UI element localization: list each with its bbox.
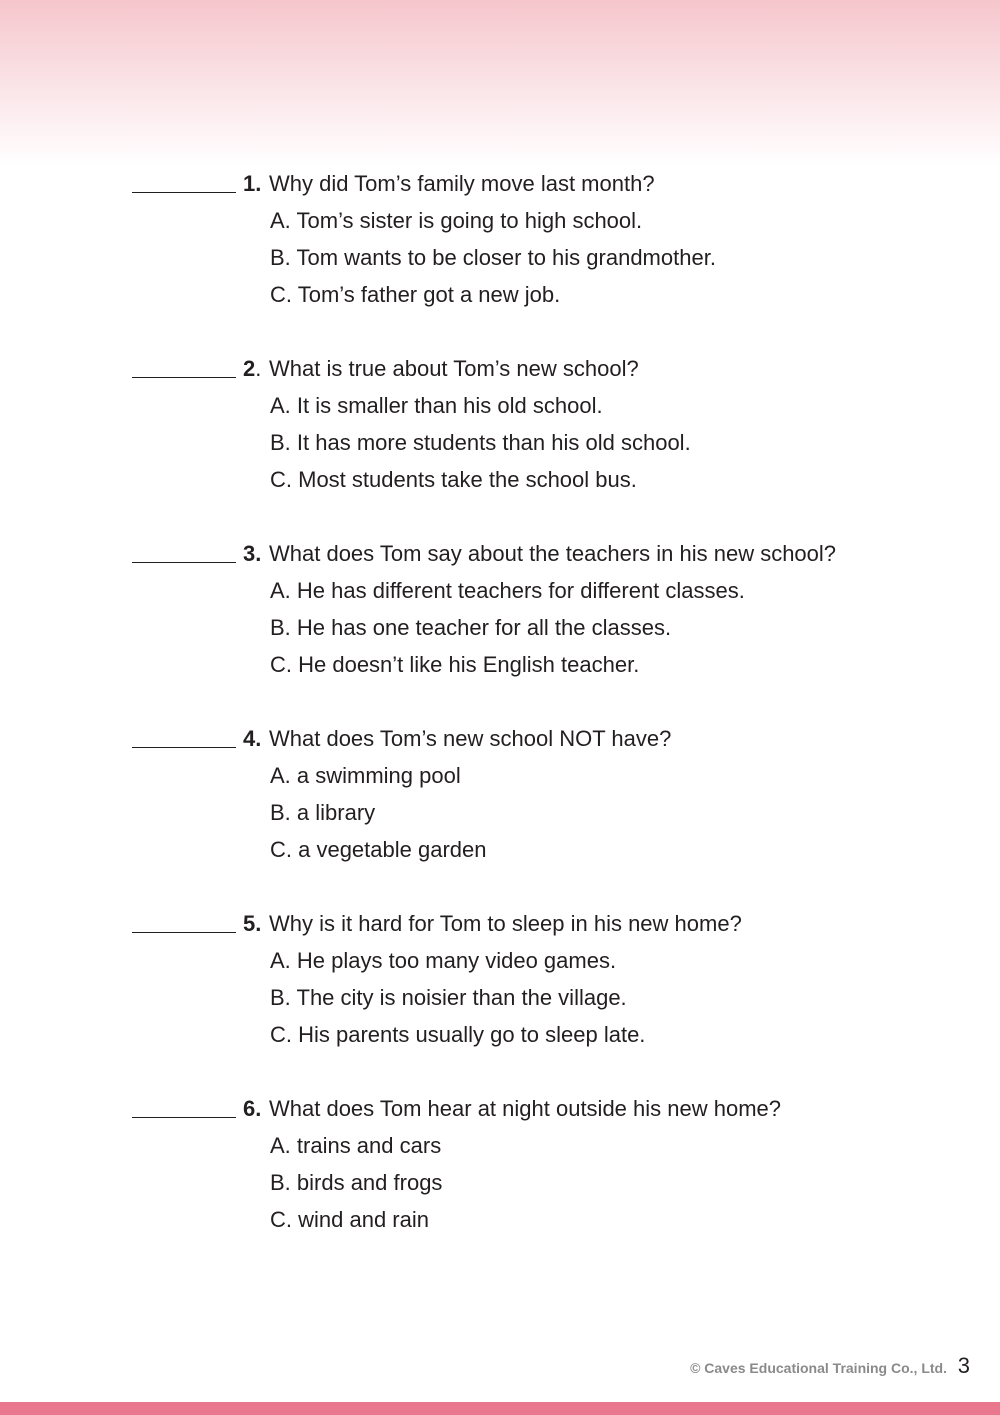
question-5-text: Why is it hard for Tom to sleep in his new home?	[269, 911, 742, 936]
question-1-answer-blank[interactable]	[132, 192, 236, 193]
question-2-answer-blank[interactable]	[132, 377, 236, 378]
question-2-option-a: A. It is smaller than his old school.	[270, 393, 603, 418]
question-3-text: What does Tom say about the teachers in his new school?	[269, 541, 837, 566]
question-6-option-b: B. birds and frogs	[270, 1170, 443, 1195]
question-1-option-b: B. Tom wants to be closer to his grandmother.	[270, 245, 716, 270]
question-6-number: 6.	[243, 1096, 262, 1121]
question-4-text: What does Tom’s new school NOT have?	[269, 726, 672, 751]
question-3-number: 3.	[243, 541, 262, 566]
question-6-option-c: C. wind and rain	[270, 1207, 429, 1232]
question-3-option-b: B. He has one teacher for all the classes.	[270, 615, 672, 640]
question-5-option-c: C. His parents usually go to sleep late.	[270, 1022, 646, 1047]
page-number: 3	[957, 1353, 970, 1378]
question-2-number	[243, 350, 261, 387]
header-band	[0, 0, 1000, 165]
question-4-number: 4.	[243, 726, 262, 751]
question-2-number-dot: .	[255, 356, 262, 381]
question-4-option-a: A. a swimming pool	[270, 763, 461, 788]
footer-bar	[0, 1402, 1000, 1415]
question-6-text: What does Tom hear at night outside his new home?	[269, 1096, 782, 1121]
question-6-answer-blank[interactable]	[132, 1117, 236, 1118]
question-5-option-b: B. The city is noisier than the village.	[270, 985, 627, 1010]
question-4-option-b: B. a library	[270, 800, 376, 825]
question-1-option-a: A. Tom’s sister is going to high school.	[270, 208, 643, 233]
question-3-option-c: C. He doesn’t like his English teacher.	[270, 652, 640, 677]
question-5-option-a: A. He plays too many video games.	[270, 948, 617, 973]
question-2-option-b: B. It has more students than his old school.	[270, 430, 691, 455]
question-2-text: What is true about Tom’s new school?	[269, 356, 639, 381]
question-3-option-a: A. He has different teachers for different classes.	[270, 578, 745, 603]
question-6-option-a: A. trains and cars	[270, 1133, 442, 1158]
question-1-number: 1.	[243, 171, 262, 196]
question-2-option-c: C. Most students take the school bus.	[270, 467, 637, 492]
copyright-notice: © Caves Educational Training Co., Ltd.	[690, 1360, 947, 1376]
question-2-number-digit: 2	[243, 356, 256, 381]
question-1-option-c: C. Tom’s father got a new job.	[270, 282, 561, 307]
question-1-text: Why did Tom’s family move last month?	[269, 171, 655, 196]
question-4-answer-blank[interactable]	[132, 747, 236, 748]
question-3-answer-blank[interactable]	[132, 562, 236, 563]
question-5-answer-blank[interactable]	[132, 932, 236, 933]
question-4-option-c: C. a vegetable garden	[270, 837, 487, 862]
question-5-number: 5.	[243, 911, 262, 936]
